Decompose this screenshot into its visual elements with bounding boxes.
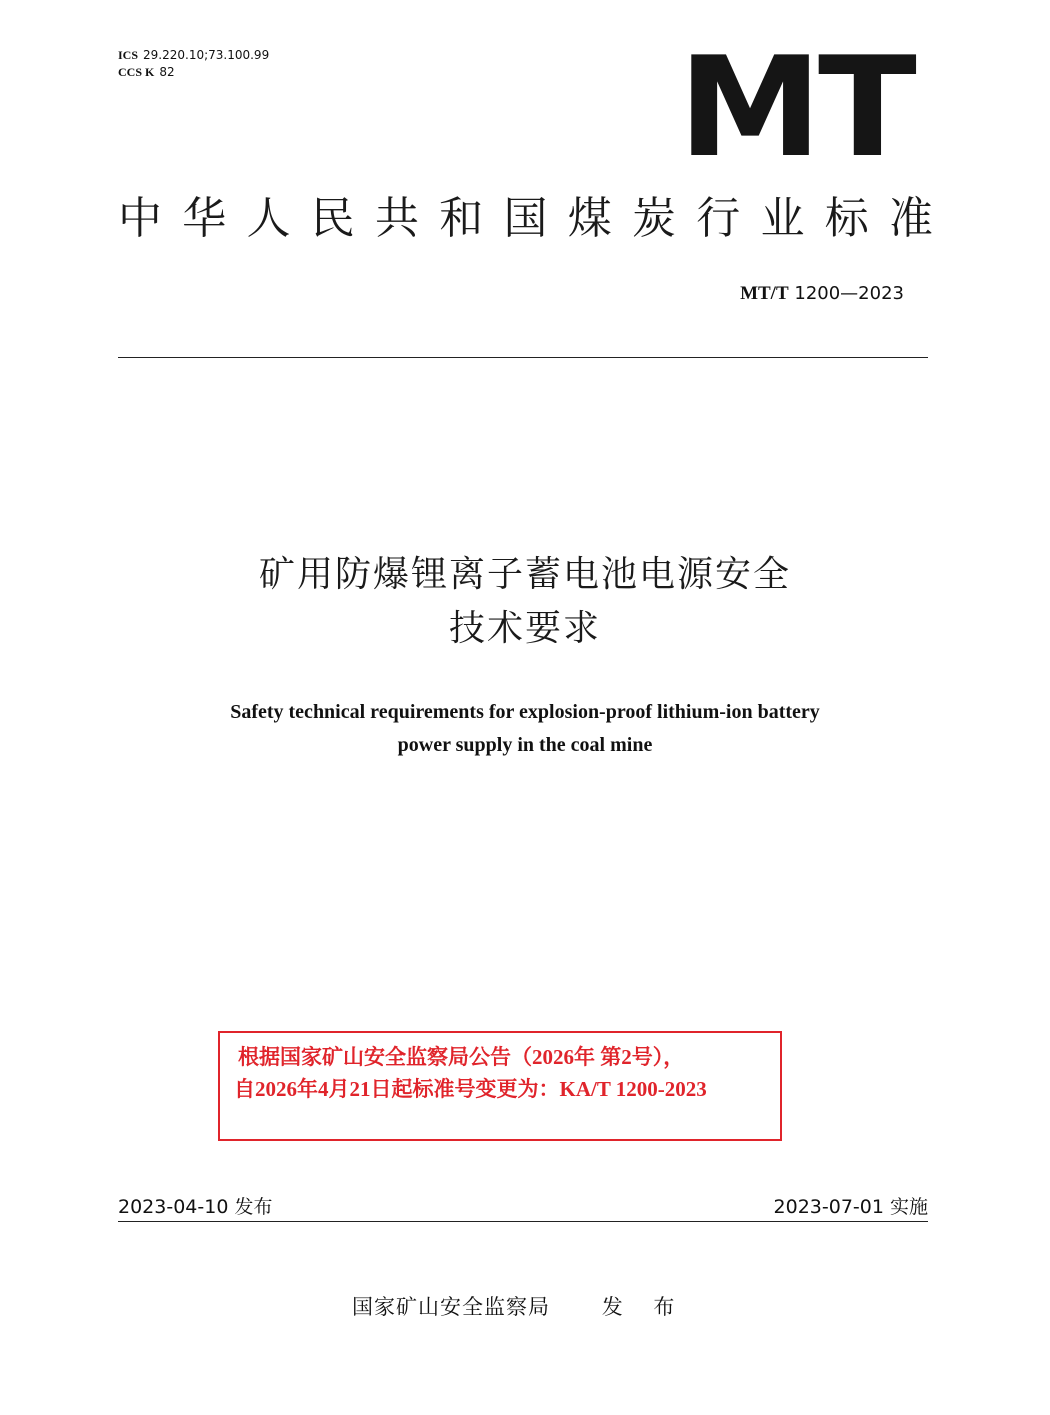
- issue-date: 2023-04-10 发布: [118, 1196, 273, 1218]
- standard-type-char: 共: [375, 193, 419, 244]
- title-en-line2: power supply in the coal mine: [397, 734, 653, 756]
- standard-type-char: 人: [246, 193, 291, 244]
- ics-row: [118, 47, 269, 64]
- standard-type-char: 和: [439, 193, 484, 244]
- standard-type-char: 业: [760, 193, 805, 244]
- ccs-label: CCS K: [118, 65, 155, 79]
- document-title-en: [0, 696, 1050, 762]
- notice-line1: 根据国家矿山安全监察局公告（2026年 第2号），: [238, 1045, 685, 1069]
- standard-type-char: 民: [310, 193, 355, 244]
- ics-label: ICS: [118, 48, 139, 62]
- standard-type-char: 标: [824, 193, 869, 244]
- ics-value: 29.220.10;73.100.99: [143, 48, 270, 62]
- standard-code-prefix: MT/T: [740, 283, 789, 304]
- standard-type-char: 国: [503, 193, 548, 244]
- standard-type-title: [118, 191, 933, 247]
- ccs-value: 82: [159, 65, 175, 79]
- standard-type-char: 煤: [567, 193, 612, 244]
- issuer-agency: 国家矿山安全监察局: [352, 1295, 550, 1319]
- standard-type-char: 准: [889, 193, 933, 244]
- issuing-authority: [352, 1292, 686, 1322]
- standard-type-char: 炭: [632, 193, 676, 244]
- standard-code-number: 1200—2023: [794, 283, 904, 304]
- mt-logo: MT: [678, 27, 913, 188]
- header-divider: [118, 357, 928, 358]
- standard-type-char: 行: [696, 193, 741, 244]
- notice-line2: 自2026年4月21日起标准号变更为：KA/T 1200-2023: [234, 1077, 707, 1101]
- document-title-cn: [0, 548, 1050, 656]
- standard-code: [740, 282, 904, 306]
- title-cn-line2: 技术要求: [448, 608, 601, 649]
- standard-type-char: 中: [118, 193, 162, 244]
- renumbering-notice-box: [218, 1031, 782, 1141]
- issuer-action: 发 布: [601, 1295, 687, 1319]
- title-en-line1: Safety technical requirements for explosion-proof lithium-ion battery: [230, 701, 820, 723]
- standard-type-char: 华: [182, 193, 227, 244]
- footer-divider: [118, 1221, 928, 1222]
- classification-codes: [118, 47, 269, 81]
- ccs-row: [118, 64, 269, 81]
- title-cn-line1: 矿用防爆锂离子蓄电池电源安全: [258, 554, 791, 595]
- implementation-date: 2023-07-01 实施: [773, 1196, 928, 1218]
